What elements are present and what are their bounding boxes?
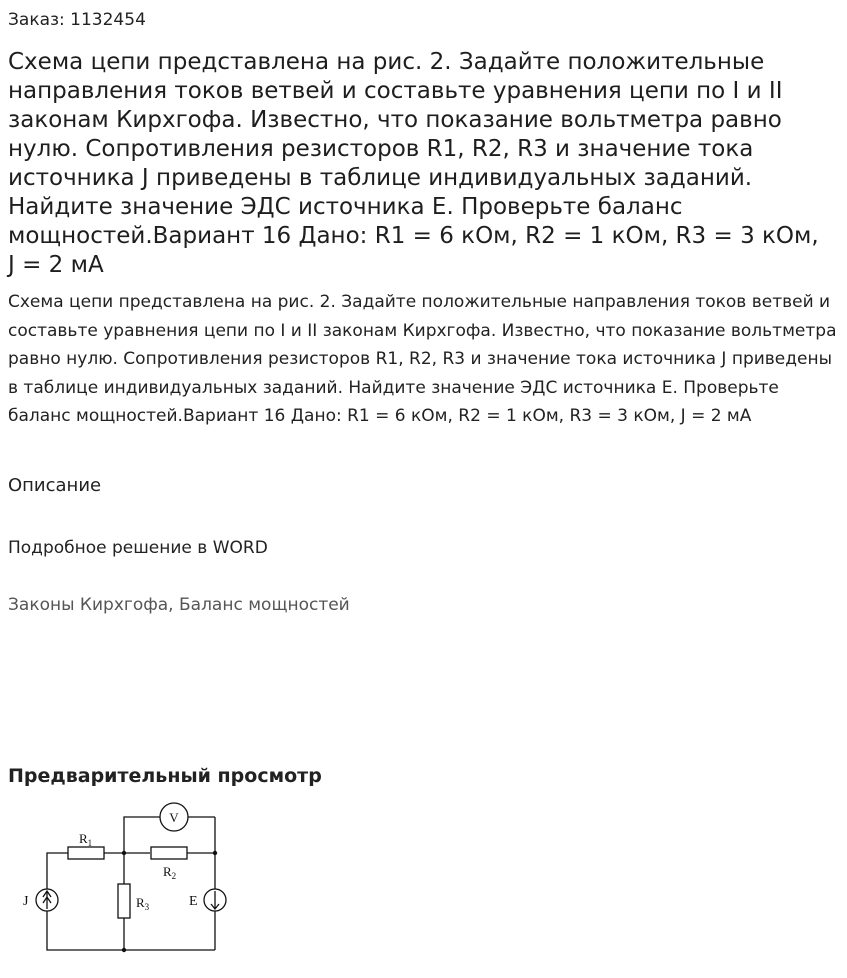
- page-title: Схема цепи представлена на рис. 2. Задайте положительные направления токов ветвей и составьте уравнения цепи по I и II законам Кирхгофа. Известно, что показание вольтметра равно нулю. Сопротивления резисторов R1, R2, R3 и значение тока источника J приведены в таблице индивидуальных заданий. Найдите значение ЭДС источника E. Проверьте баланс мощностей.Вариант 16 Дано: R1 = 6 кОм, R2 = 1 кОм, R3 = 3 кОм, J = 2 мА: [8, 49, 819, 278]
- svg-text:R1: [79, 831, 92, 848]
- emf-source-label: E: [189, 894, 198, 909]
- r2-label: R: [163, 864, 172, 879]
- resistor-r1: [68, 847, 104, 859]
- r3-label: R: [136, 895, 145, 910]
- r1-subscript: 1: [87, 838, 93, 848]
- voltmeter-label: V: [169, 810, 179, 825]
- r2-subscript: 2: [171, 871, 177, 881]
- r3-subscript: 3: [144, 902, 150, 912]
- current-source-label: J: [23, 894, 29, 909]
- description-heading: Описание: [8, 475, 102, 496]
- resistor-r2: [151, 847, 187, 859]
- wire-left-top: [47, 853, 68, 888]
- node-top-middle: [122, 851, 126, 855]
- circuit-diagram: [0, 800, 260, 960]
- node-bottom-middle: [122, 948, 126, 952]
- preview-heading: Предварительный просмотр: [8, 765, 322, 787]
- solution-format: Подробное решение в WORD: [8, 538, 268, 558]
- svg-text:R2: [163, 864, 176, 881]
- resistor-r3: [118, 884, 130, 918]
- topic-tags: Законы Кирхгофа, Баланс мощностей: [8, 595, 350, 615]
- r1-label: R: [79, 831, 88, 846]
- svg-text:R3: [136, 895, 150, 912]
- order-number: Заказ: 1132454: [8, 10, 146, 30]
- task-text: Схема цепи представлена на рис. 2. Задайте положительные направления токов ветвей и составьте уравнения цепи по I и II законам Кирхгофа. Известно, что показание вольтметра равно нулю. Сопротивления резисторов R1, R2, R3 и значение тока источника J приведены в таблице индивидуальных заданий. Найдите значение ЭДС источника E. Проверьте баланс мощностей.Вариант 16 Дано: R1 = 6 кОм, R2 = 1 кОм, R3 = 3 кОм, J = 2 мА: [8, 292, 837, 426]
- node-top-right: [213, 851, 217, 855]
